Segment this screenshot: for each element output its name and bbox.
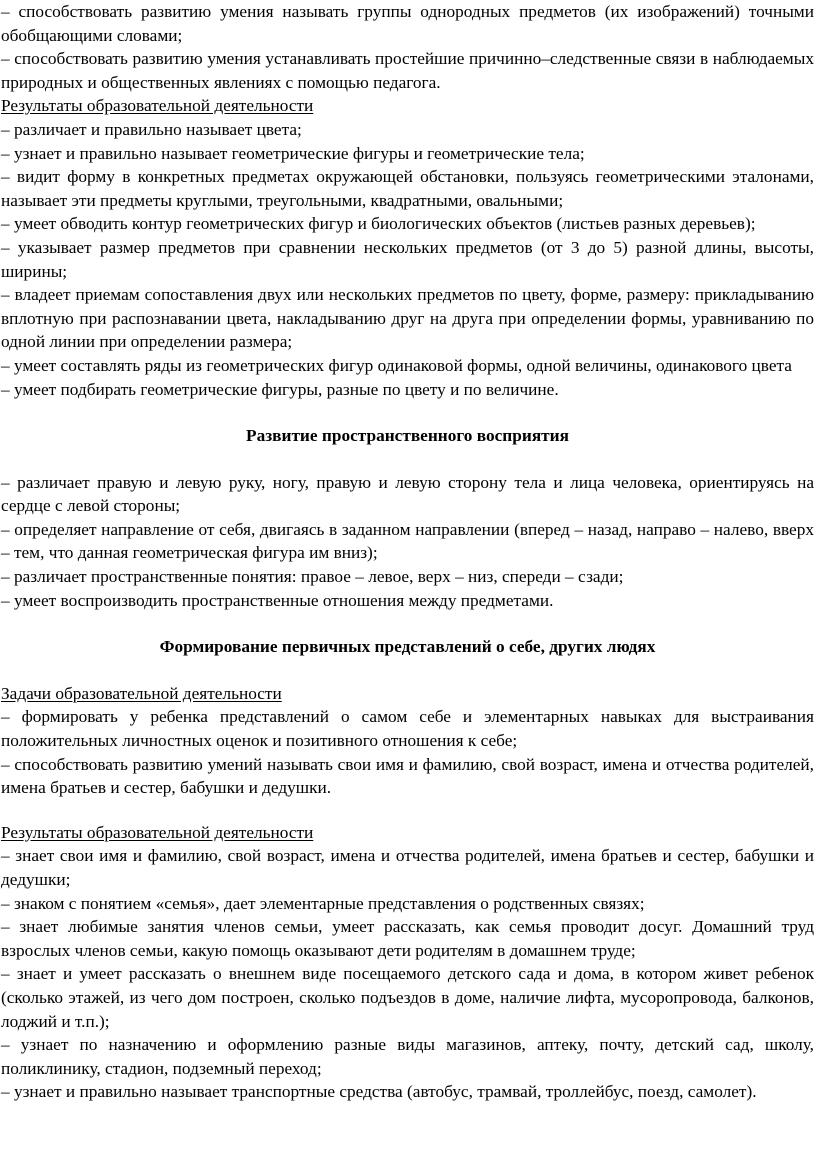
list-item: – знаком с понятием «семья», дает элементарные представления о родственных связях;	[1, 893, 645, 913]
list-item: – умеет подбирать геометрические фигуры, разные по цвету и по величине.	[1, 379, 559, 399]
section-title: Формирование первичных представлений о себе, других людях	[159, 637, 656, 657]
results-heading: Результаты образовательной деятельности	[1, 822, 314, 842]
spacer	[1, 800, 814, 821]
list-item: – узнает и правильно называет геометрические фигуры и геометрические тела;	[1, 143, 585, 163]
list-item: – способствовать развитию умения называть группы однородных предметов (их изображений) точными обобщающими словами;	[1, 2, 814, 45]
list-item: – указывает размер предметов при сравнении нескольких предметов (от 3 до 5) разной длины, высоты, ширины;	[1, 237, 814, 281]
list-item: – различает правую и левую руку, ногу, правую и левую сторону тела и лица человека, ориентируясь на сердце с левой стороны;	[1, 472, 814, 516]
list-item: – владеет приемам сопоставления двух или нескольких предметов по цвету, форме, размеру: прикладыванию вплотную при распознавании цвета, накладыванию друг на друга при определении формы, уравниванию по одной линии при определении размера;	[1, 285, 814, 352]
list-item: – знает свои имя и фамилию, свой возраст, имена и отчества родителей, имена братьев и сестер, бабушки и дедушки;	[1, 846, 814, 889]
list-item: – определяет направление от себя, двигаясь в заданном направлении (вперед – назад, направо – налево, вверх – тем, что данная геометрическая фигура им вниз);	[1, 519, 814, 563]
list-item: – узнает по назначению и оформлению разные виды магазинов, аптеку, почту, детский сад, школу, поликлинику, стадион, подземный переход;	[1, 1035, 814, 1078]
spacer	[1, 612, 814, 635]
list-item: – умеет воспроизводить пространственные отношения между предметами.	[1, 590, 554, 610]
list-item: – различает и правильно называет цвета;	[1, 119, 302, 139]
section-title: Развитие пространственного восприятия	[246, 426, 569, 446]
results-list	[1, 118, 814, 401]
list-item: – видит форму в конкретных предметах окружающей обстановки, пользуясь геометрическими эталонами, называет эти предметы круглыми, треугольными, квадратными, овальными;	[1, 167, 814, 210]
list-item: – различает пространственные понятия: правое – левое, верх – низ, спереди – сзади;	[1, 567, 624, 587]
spacer	[1, 659, 814, 682]
spacer	[1, 401, 814, 424]
spatial-perception-list	[1, 471, 814, 613]
list-item: – узнает и правильно называет транспортные средства (автобус, трамвай, троллейбус, поезд, самолет).	[1, 1082, 757, 1102]
list-item: – способствовать развитию умения устанавливать простейшие причинно–следственные связи в наблюдаемых природных и общественных явлениях с помощью педагога.	[1, 49, 814, 92]
list-item: – знает любимые занятия членов семьи, умеет рассказать, как семья проводит досуг. Домашний труд взрослых членов семьи, какую помощь оказывают дети родителям в домашнем труде;	[1, 917, 814, 960]
results-heading: Результаты образовательной деятельности	[1, 96, 314, 116]
tasks-list	[1, 705, 814, 799]
list-item: – формировать у ребенка представлений о самом себе и элементарных навыках для выстраивания положительных личностных оценок и позитивного отношения к себе;	[1, 707, 814, 751]
tasks-heading: Задачи образовательной деятельности	[1, 683, 282, 703]
spacer	[1, 448, 814, 471]
list-item: – знает и умеет рассказать о внешнем виде посещаемого детского сада и дома, в котором живет ребенок (сколько этажей, из чего дом построен, сколько подъездов в доме, наличие лифта, мусоропровода, балконов, лоджий и т.п.);	[1, 964, 814, 1031]
list-item: – умеет составлять ряды из геометрических фигур одинаковой формы, одной величины, одинакового цвета	[1, 355, 792, 375]
intro-list	[1, 0, 814, 94]
list-item: – умеет обводить контур геометрических фигур и биологических объектов (листьев разных деревьев);	[1, 214, 756, 234]
list-item: – способствовать развитию умений называть свои имя и фамилию, свой возраст, имена и отчества родителей, имена братьев и сестер, бабушки и дедушки.	[1, 754, 814, 798]
results-list	[1, 844, 814, 1104]
